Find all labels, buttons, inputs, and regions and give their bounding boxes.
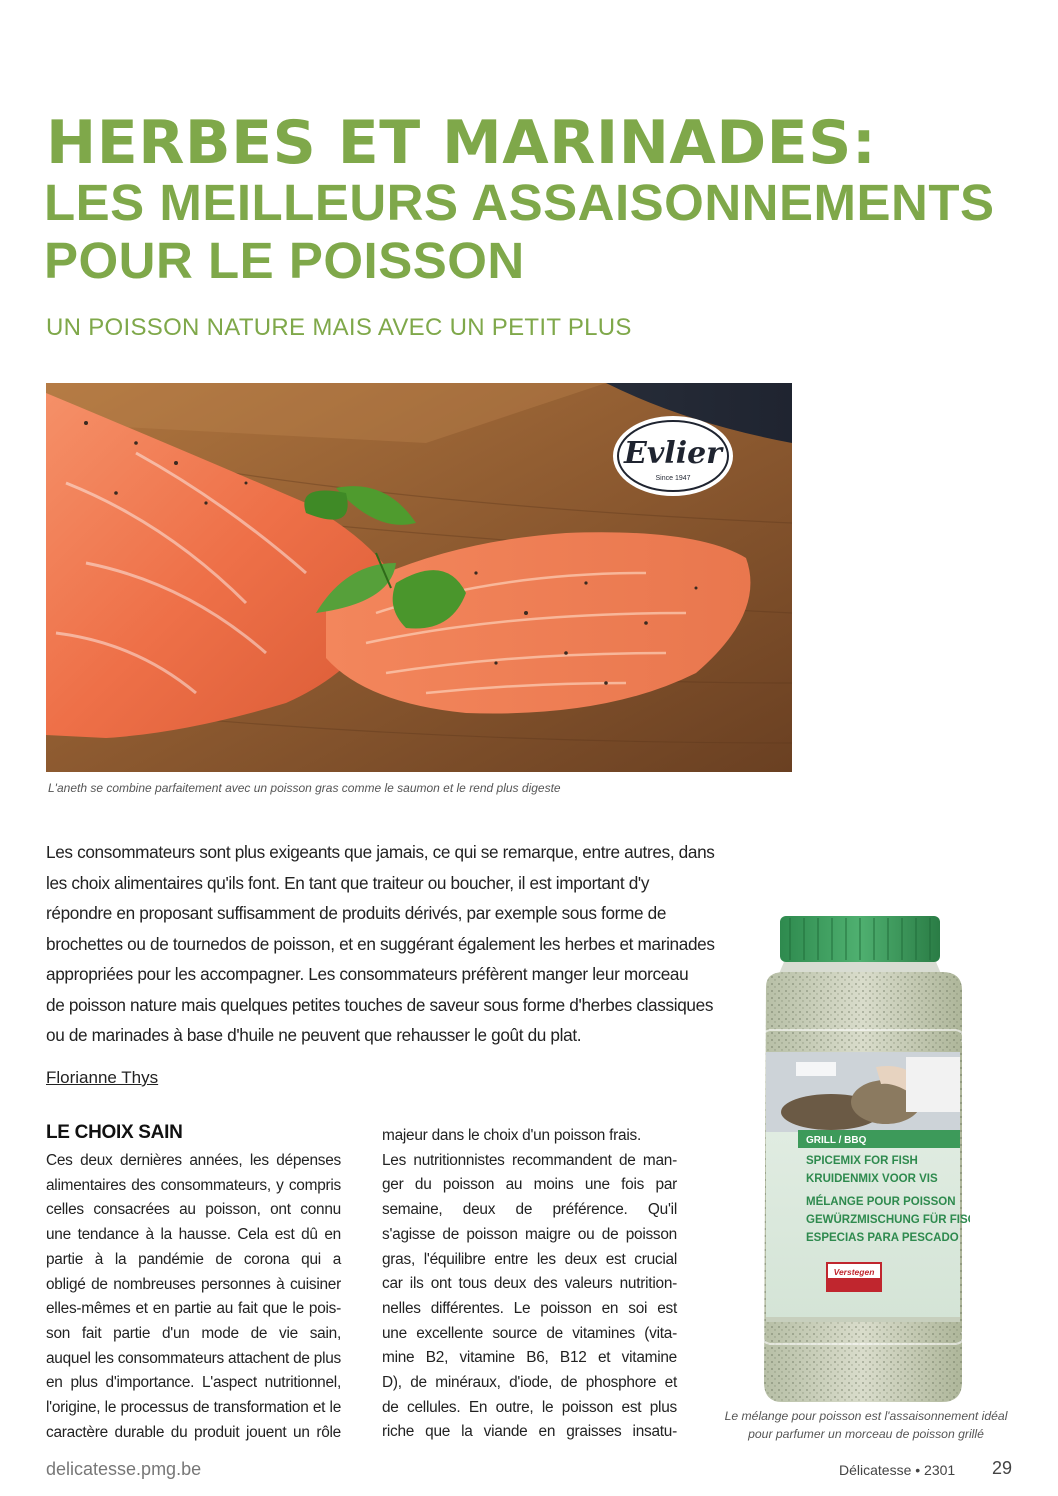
section-heading: LE CHOIX SAIN — [46, 1122, 183, 1143]
body-line: gras, l'équilibre entre les deux est crucial — [382, 1250, 677, 1268]
page-number: 29 — [992, 1458, 1013, 1478]
verstegen-logo: Verstegen — [833, 1267, 875, 1277]
body-line: car ils ont tous deux des valeurs nutrition- — [382, 1275, 677, 1293]
footer-url-link[interactable]: delicatesse.pmg.be — [46, 1459, 202, 1479]
body-line: nelles différentes. Le poisson en soi est — [382, 1299, 677, 1317]
hero-salmon-photo — [46, 383, 792, 772]
intro-line: les choix alimentaires qu'ils font. En tant que traiteur ou boucher, il est important d'y — [46, 872, 650, 893]
body-column-1 — [46, 1149, 341, 1445]
body-line: Ces deux dernières années, les dépenses — [46, 1152, 341, 1169]
body-line: majeur dans le choix d'un poisson frais. — [382, 1127, 641, 1144]
spicemix-jar-photo — [756, 912, 970, 1410]
jar-caption — [712, 1407, 1020, 1443]
body-line: s'agisse de poisson maigre ou de poisson — [382, 1225, 677, 1243]
author-byline: Florianne Thys — [46, 1068, 159, 1087]
body-line: une excellente source de vitamines (vita- — [382, 1324, 677, 1342]
intro-line: brochettes ou de tournedos de poisson, et en suggérant également les herbes et marinades — [46, 933, 715, 954]
body-line: son fait partie d'un mode de vie sain, — [46, 1324, 341, 1342]
caption-line: pour parfumer un morceau de poisson grillé — [748, 1427, 984, 1441]
body-line: alimentaires des consommateurs, y compris — [46, 1176, 341, 1194]
body-line: riche que la viande en graisses insatu- — [382, 1423, 677, 1441]
body-line: D), de minéraux, d'iode, de phosphore et — [382, 1374, 677, 1392]
footer-magazine-issue: Délicatesse • 2301 — [839, 1462, 956, 1478]
hero-caption: L'aneth se combine parfaitement avec un poisson gras comme le saumon et le rend plus digeste — [48, 781, 561, 795]
product-name: ESPECIAS PARA PESCADO — [806, 1232, 959, 1244]
body-line: ger du poisson au moins une fois par — [382, 1176, 677, 1194]
page-subtitle — [44, 174, 1004, 290]
body-line: mine B2, vitamine B6, B12 et vitamine — [382, 1349, 677, 1367]
body-line: de cellules. En outre, le poisson est plus — [382, 1398, 677, 1416]
product-name: SPICEMIX FOR FISH — [806, 1155, 918, 1167]
evlier-logo: Evlier — [624, 436, 722, 471]
body-line: celles consacrées au poisson, ont connu — [46, 1201, 341, 1219]
body-line: Les nutritionnistes recommandent de man- — [382, 1151, 677, 1169]
body-line: en plus d'importance. L'aspect nutritionnel, — [46, 1374, 341, 1392]
evlier-tagline: Since 1947 — [655, 475, 691, 482]
intro-line: répondre en proposant suffisamment de produits dérivés, par exemple sous forme de — [46, 903, 667, 923]
intro-line: Les consommateurs sont plus exigeants que jamais, ce qui se remarque, entre autres, dans — [46, 842, 715, 862]
product-tag: GRILL / BBQ — [806, 1135, 867, 1146]
body-line: elles-mêmes et en partie au fait que le pois- — [46, 1300, 341, 1318]
body-line: auquel les consommateurs attachent de plus — [46, 1349, 341, 1367]
intro-line: de poisson nature mais quelques petites touches de saveur sous forme d'herbes classiques — [46, 994, 714, 1015]
subtitle-line: LES MEILLEURS ASSAISONNEMENTS — [44, 174, 995, 231]
body-line: une tendance à la hausse. Cela est dû en — [46, 1226, 341, 1244]
kicker-heading: UN POISSON NATURE MAIS AVEC UN PETIT PLUS — [46, 314, 632, 341]
intro-line: ou de marinades à base d'huile ne peuvent que rehausser le goût du plat. — [46, 1025, 582, 1045]
intro-paragraph — [46, 837, 715, 1051]
body-line: l'origine, le processus de transformation et le — [46, 1399, 341, 1417]
product-name: MÉLANGE POUR POISSON — [806, 1196, 956, 1208]
body-line: partie à la pandémie de corona qui a — [46, 1250, 341, 1268]
body-line: obligé de nombreuses personnes à cuisiner — [46, 1275, 341, 1293]
body-line: semaine, deux de préférence. Qu'il — [382, 1201, 677, 1219]
product-name: GEWÜRZMISCHUNG FÜR FISCH — [806, 1214, 970, 1226]
subtitle-line: POUR LE POISSON — [44, 232, 525, 289]
page-title: HERBES ET MARINADES: — [46, 108, 877, 178]
body-column-2 — [382, 1124, 677, 1445]
caption-line: Le mélange pour poisson est l'assaisonnement idéal — [724, 1409, 1008, 1423]
product-name: KRUIDENMIX VOOR VIS — [806, 1173, 938, 1185]
body-line: caractère durable du produit jouent un rôle — [46, 1423, 341, 1441]
intro-line: appropriées pour les accompagner. Les consommateurs préfèrent manger leur morceau — [46, 964, 689, 984]
